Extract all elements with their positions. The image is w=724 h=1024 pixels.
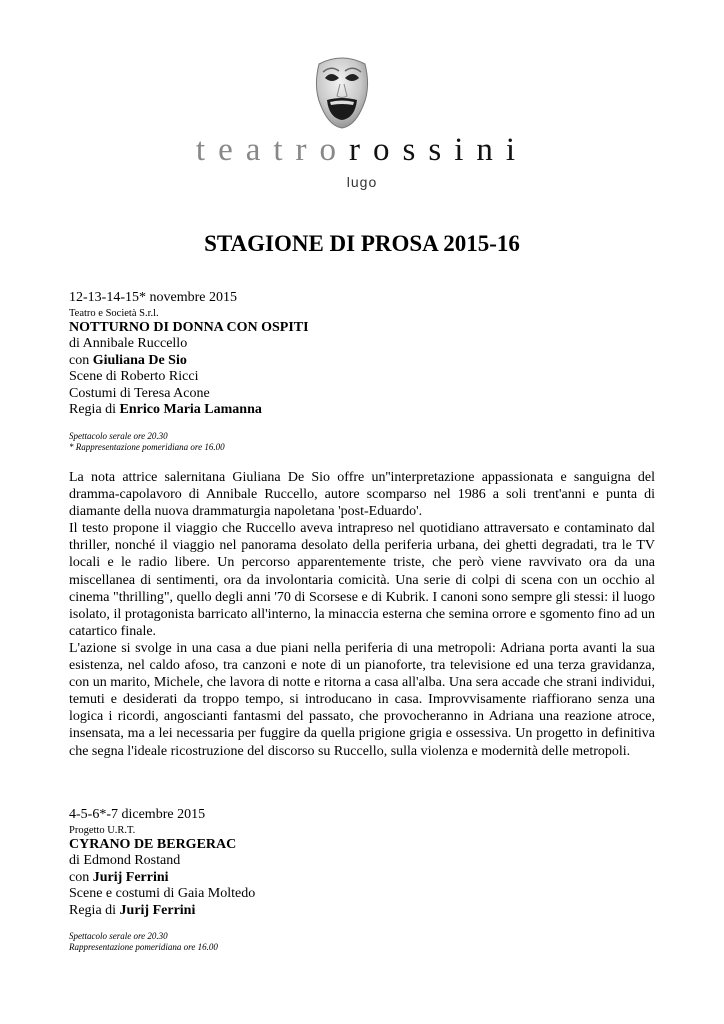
- show2-note-matinee: Rappresentazione pomeridiana ore 16.00: [69, 942, 218, 952]
- show2-dates: 4-5-6*-7 dicembre 2015: [69, 807, 206, 822]
- logo-rossini: rossini: [349, 132, 529, 168]
- show2-name: CYRANO DE BERGERAC: [69, 836, 237, 852]
- show1-costumes: Costumi di Teresa Acone: [69, 385, 210, 401]
- show2-notes: [69, 931, 659, 953]
- show1-scenes: Scene di Roberto Ricci: [69, 369, 199, 384]
- show2-cast: [69, 870, 659, 887]
- show2-direction-prefix: Regia di: [69, 902, 120, 918]
- show1-description: [69, 469, 659, 760]
- show1-author: di Annibale Ruccello: [69, 336, 188, 351]
- show1-credits: [69, 290, 659, 419]
- show1-dates: 12-13-14-15* novembre 2015: [69, 290, 237, 305]
- show1-paragraph-3: L'azione si svolge in una casa a due piani nella periferia di una metropoli: Adriana porta avanti la sua esistenza, nel caldo afoso, tra canzoni e note di un pianoforte, tra televisione ed una terza gravidanza, con un marito, Michele, che lavora di notte e ritorna a casa all'alba. Una sera accade che strani individui, temuti e desiderati da troppo tempo, si introducano in casa. Improvvisamente riaffiorano senza una logica i ricordi, angoscianti fantasmi del passato, che provocheranno in Adriana una reazione atroce, insensata, ma a lei necessaria per fuggire da quella prigione grigia e ossessiva. Un progetto in definitiva che segna l'ideale ricostruzione del discorso su Ruccello, sulla violenza e modernità delle metropoli.: [69, 640, 655, 759]
- header: [0, 0, 724, 200]
- show1-note-evening: Spettacolo serale ore 20.30: [69, 431, 168, 441]
- show1-notes: [69, 431, 659, 453]
- show2-credits: [69, 807, 659, 919]
- logo-wordmark: [0, 130, 724, 170]
- show1-direction-name: Enrico Maria Lamanna: [119, 402, 262, 417]
- theatre-mask-icon: [313, 54, 371, 130]
- show2-note-evening: Spettacolo serale ore 20.30: [69, 931, 168, 941]
- logo-teatro: teatro: [195, 132, 350, 168]
- show2-direction: [69, 903, 659, 920]
- show1-direction: [69, 402, 659, 419]
- show2-direction-name: Jurij Ferrini: [119, 902, 196, 918]
- show1-direction-prefix: Regia di: [69, 402, 120, 417]
- logo-subtitle: lugo: [346, 174, 378, 190]
- show1-cast: [69, 353, 659, 370]
- show2-cast-prefix: con: [69, 869, 93, 885]
- show2-producer: Progetto U.R.T.: [69, 824, 136, 836]
- show1-note-matinee: * Rappresentazione pomeridiana ore 16.00: [69, 442, 225, 452]
- page-title: STAGIONE DI PROSA 2015-16: [204, 231, 520, 256]
- show1-paragraph-2: Il testo propone il viaggio che Ruccello aveva intrapreso nel quotidiano attraversato e contaminato dal thriller, nonché il viaggio nel panorama desolato della periferia urbana, dei ghetti degradati, tra le TV locali e le radio libere. Un percorso apparentemente triste, che però viene ravvivato ora da una miscellanea di sentimenti, ora da involontaria comicità. Una serie di colpi di scena con un occhio al cinema "thrilling", quello degli anni '70 di Scorsese e di Kubrik. I canoni sono sempre gli stessi: il luogo isolato, il protagonista barricato all'interno, la minaccia esterna che semina orrore e sgomento fino ad un catartico finale.: [69, 521, 655, 639]
- show1-cast-name: Giuliana De Sio: [92, 352, 187, 368]
- show1-name: NOTTURNO DI DONNA CON OSPITI: [69, 319, 309, 335]
- show2-author: di Edmond Rostand: [69, 853, 181, 868]
- show1-producer: Teatro e Società S.r.l.: [69, 307, 159, 319]
- show1-cast-prefix: con: [69, 352, 93, 368]
- show2-cast-name: Jurij Ferrini: [92, 869, 169, 885]
- show2-scenes: Scene e costumi di Gaia Moltedo: [69, 886, 256, 901]
- show1-paragraph-1: La nota attrice salernitana Giuliana De Sio offre un''interpretazione appassionata e sanguigna del dramma-capolavoro di Annibale Ruccello, autore scomparso nel 1986 a soli trent'anni e punta di diamante della nuova drammaturgia napoletana 'post-Eduardo'.: [69, 470, 655, 520]
